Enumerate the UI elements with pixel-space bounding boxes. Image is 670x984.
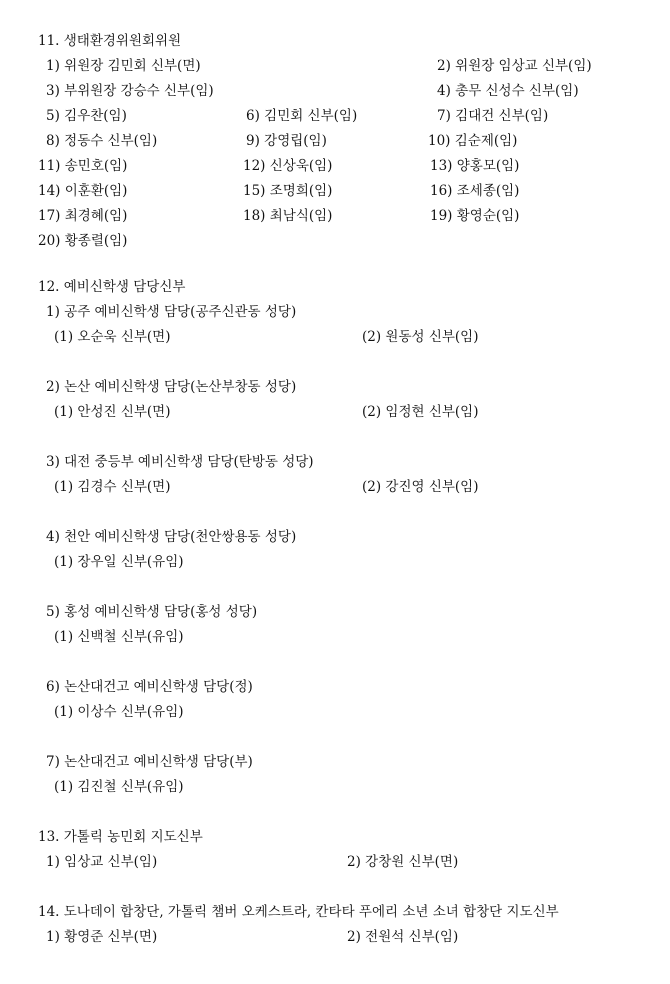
s12-group-2-item-b: (2) 임정현 신부(임) [362, 404, 479, 420]
s11-item-11: 11) 송민호(임) [38, 158, 128, 174]
s12-group-1-title: 1) 공주 예비신학생 담당(공주신관동 성당) [46, 304, 297, 320]
s11-item-1: 1) 위원장 김민회 신부(면) [46, 58, 201, 74]
s11-item-20: 20) 황종렬(임) [38, 233, 128, 249]
s12-group-6-title: 6) 논산대건고 예비신학생 담당(정) [46, 679, 253, 695]
s12-group-3-item-b: (2) 강진영 신부(임) [362, 479, 479, 495]
s14-item-2: 2) 전원석 신부(임) [347, 929, 459, 945]
s11-item-17: 17) 최경혜(임) [38, 208, 128, 224]
s11-item-3: 3) 부위원장 강승수 신부(임) [46, 83, 214, 99]
s13-item-1: 1) 임상교 신부(임) [46, 854, 158, 870]
s12-group-2-title: 2) 논산 예비신학생 담당(논산부창동 성당) [46, 379, 297, 395]
s11-item-10: 10) 김순제(임) [428, 133, 518, 149]
s12-group-1-item-b: (2) 원동성 신부(임) [362, 329, 479, 345]
s11-item-5: 5) 김우찬(임) [46, 108, 127, 124]
section-13-title: 13. 가톨릭 농민회 지도신부 [38, 829, 203, 845]
s12-group-5-item-a: (1) 신백철 신부(유임) [54, 629, 184, 645]
s12-group-3-title: 3) 대전 중등부 예비신학생 담당(탄방동 성당) [46, 454, 314, 470]
s11-item-12: 12) 신상욱(임) [243, 158, 333, 174]
s14-item-1: 1) 황영준 신부(면) [46, 929, 158, 945]
s11-item-14: 14) 이훈환(임) [38, 183, 128, 199]
section-14-title: 14. 도나데이 합창단, 가톨릭 챔버 오케스트라, 칸타타 푸에리 소년 소녀 합창단 지도신부 [38, 904, 559, 920]
s12-group-5-title: 5) 홍성 예비신학생 담당(홍성 성당) [46, 604, 258, 620]
s11-item-13: 13) 양홍모(임) [430, 158, 520, 174]
s11-item-9: 9) 강영립(임) [246, 133, 327, 149]
section-11-title: 11. 생태환경위원회위원 [38, 33, 182, 49]
s12-group-6-item-a: (1) 이상수 신부(유임) [54, 704, 184, 720]
s12-group-7-title: 7) 논산대건고 예비신학생 담당(부) [46, 754, 253, 770]
s11-item-7: 7) 김대건 신부(임) [437, 108, 549, 124]
s11-item-4: 4) 총무 신성수 신부(임) [437, 83, 579, 99]
s12-group-2-item-a: (1) 안성진 신부(면) [54, 404, 171, 420]
s12-group-3-item-a: (1) 김경수 신부(면) [54, 479, 171, 495]
s11-item-6: 6) 김민회 신부(임) [246, 108, 358, 124]
section-12-title: 12. 예비신학생 담당신부 [38, 279, 186, 295]
s12-group-4-item-a: (1) 장우일 신부(유임) [54, 554, 184, 570]
s11-item-19: 19) 황영순(임) [430, 208, 520, 224]
s12-group-7-item-a: (1) 김진철 신부(유임) [54, 779, 184, 795]
s11-item-18: 18) 최남식(임) [243, 208, 333, 224]
s11-item-15: 15) 조명희(임) [243, 183, 333, 199]
s13-item-2: 2) 강창원 신부(면) [347, 854, 459, 870]
s11-item-8: 8) 정동수 신부(임) [46, 133, 158, 149]
s12-group-1-item-a: (1) 오순욱 신부(면) [54, 329, 171, 345]
s11-item-2: 2) 위원장 임상교 신부(임) [437, 58, 592, 74]
s11-item-16: 16) 조세종(임) [430, 183, 520, 199]
s12-group-4-title: 4) 천안 예비신학생 담당(천안쌍용동 성당) [46, 529, 297, 545]
